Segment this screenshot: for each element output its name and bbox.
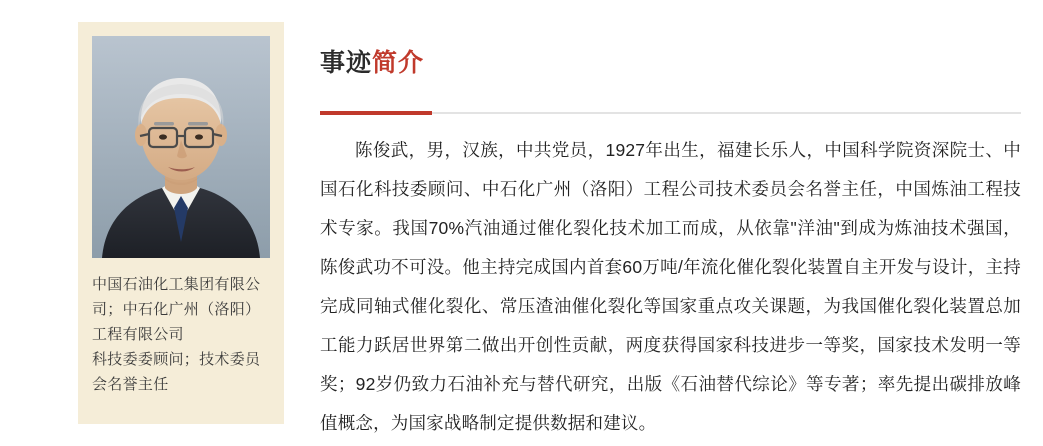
profile-organization: 中国石油化工集团有限公司；中石化广州（洛阳）工程有限公司 [92, 276, 261, 343]
title-accent-bar [320, 111, 432, 115]
profile-role: 科技委委顾问；技术委员会名誉主任 [92, 351, 261, 393]
section-title-main: 事迹 [320, 48, 373, 77]
profile-card [78, 22, 284, 424]
section-title-accent: 简介 [372, 48, 425, 77]
page-title [320, 43, 1021, 91]
title-divider [320, 112, 1021, 114]
article-body: 陈俊武，男，汉族，中共党员，1927年出生，福建长乐人，中国科学院资深院士、中国石化科技委顾问、中石化广州（洛阳）工程公司技术委员会名誉主任，中国炼油工程技术专家。我国70%汽油通过催化裂化技术加工而成，从依靠"洋油"到成为炼油技术强国，陈俊武功不可没。他主持完成国内首套60万吨/年流化催化裂化装置自主开发与设计，主持完成同轴式催化裂化、常压渣油催化裂化等国家重点攻关课题，为我国催化裂化装置总加工能力跃居世界第二做出开创性贡献，两度获得国家科技进步一等奖，国家技术发明一等奖；92岁仍致力石油补充与替代研究，出版《石油替代综论》等专著；率先提出碳排放峰值概念，为国家战略制定提供数据和建议。 [320, 140, 1021, 433]
portrait-photo [92, 36, 270, 258]
profile-caption [92, 272, 270, 397]
portrait-illustration [92, 36, 270, 258]
article-section [320, 22, 1021, 446]
